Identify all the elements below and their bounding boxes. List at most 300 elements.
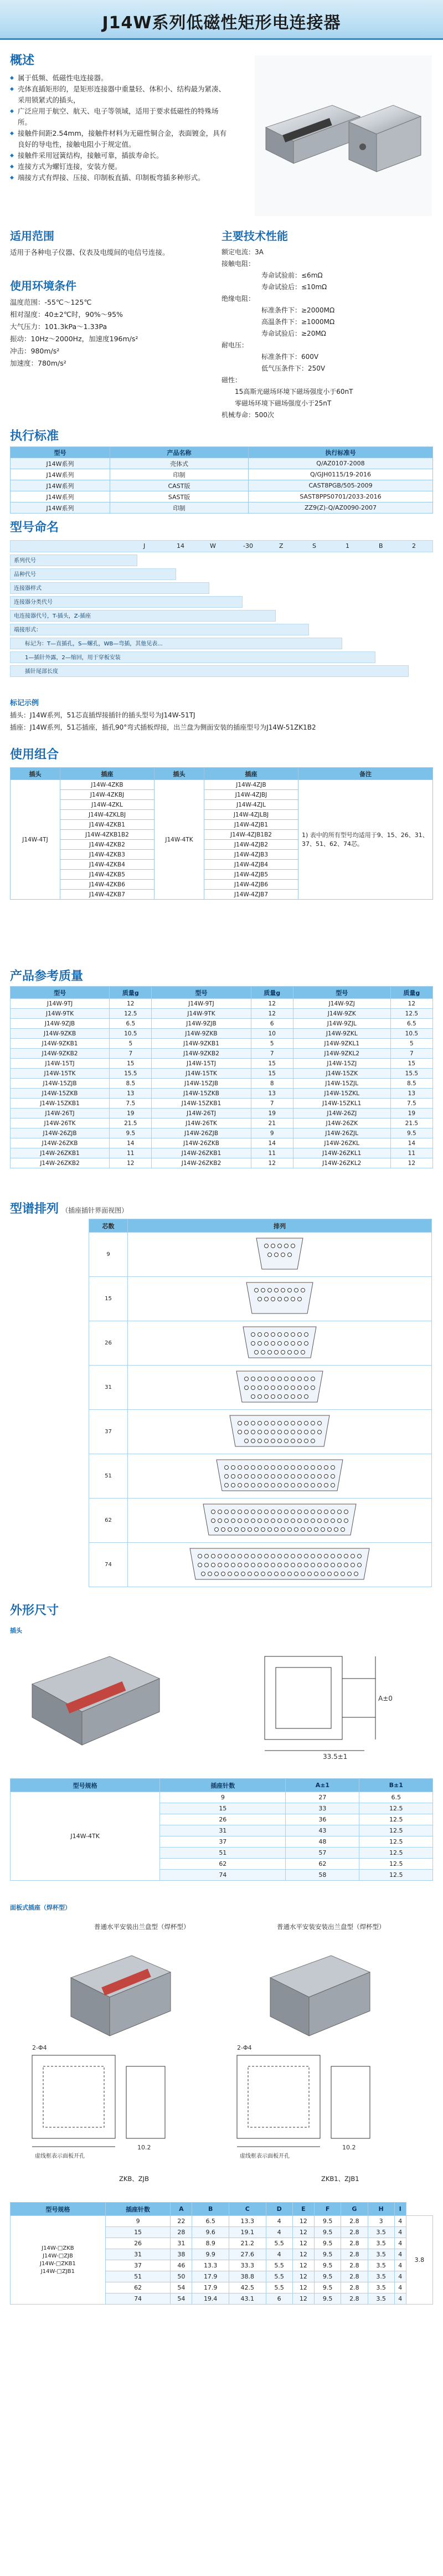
table-cell: J14W-26ZKL2 [293,1158,390,1168]
pin-mark [331,1519,335,1523]
pin-mark [351,1563,355,1567]
table-cell: 4 [266,2249,292,2260]
table-cell: 7 [390,1049,432,1059]
pin-mark [251,1554,255,1558]
table-cell: 12 [292,2249,314,2260]
pin-mark [251,1439,255,1443]
pin-mark [265,1333,269,1337]
pin-mark [231,1554,235,1558]
table-cell: 13 [110,1089,152,1099]
pin-mark [245,1510,249,1514]
table-cell: 13.3 [229,2216,266,2227]
table-cell: 1) 表中的所有型号均适用于9、15、26、31、37、51、62、74芯。 [298,780,433,900]
table-cell: J14W-4ZKB6 [60,880,154,890]
tech-line: 低气压条件下：250V [222,365,326,372]
pin-mark [255,1289,259,1292]
pin-mark [268,1528,272,1532]
table-cell: 48 [286,1836,359,1848]
table-cell: 4 [266,2227,292,2238]
table-cell: 4 [394,2249,406,2260]
naming-row: 系列代号 [10,555,137,566]
table-cell: 57 [286,1848,359,1859]
table-cell: 21 [251,1118,293,1128]
table-cell: 19.1 [229,2227,266,2238]
pin-mark [331,1554,335,1558]
pin-mark [344,1554,348,1558]
table-cell: 6.5 [110,1019,152,1029]
pin-mark [318,1554,322,1558]
pin-mark [358,1554,362,1558]
pin-mark [268,1289,272,1292]
table-cell: 2.8 [341,2238,368,2249]
pin-mark [255,1572,259,1576]
table-cell: 58 [286,1870,359,1881]
pinmap-title: 型谱排列 [10,1202,59,1216]
pin-mark [291,1430,295,1434]
table-row [89,1499,432,1543]
table-cell: J14W-4ZJB1 [204,820,298,830]
naming-row: 品种代号 [10,568,176,580]
table-cell: 5 [110,1039,152,1049]
pin-mark [241,1572,245,1576]
params-title: 产品参考质量 [10,969,84,983]
table-cell: J14W-15ZJB [152,1079,251,1089]
table-cell: 6.5 [192,2216,229,2227]
table-header-cell: 型号规格 [11,1779,160,1792]
table-cell: 2.8 [341,2249,368,2260]
example-line: 插座：J14W系列，51芯插座，插孔90°弯式插板焊接，出兰盘为侧面安装的插座型号为J14W-51ZK1B2 [10,723,316,731]
pin-mark [308,1572,312,1576]
pin-mark [251,1430,255,1434]
pin-mark [305,1475,308,1479]
table-cell: J14W-4ZKB1B2 [60,830,154,840]
pin-mark [258,1297,262,1301]
pin-mark [285,1466,289,1470]
code-part: W [210,542,216,550]
pin-mark [258,1342,262,1346]
pinmap-heading [10,1199,128,1217]
table-header-cell: 型号规格 [11,2203,106,2216]
pin-mark [278,1244,282,1248]
pin-mark [275,1289,279,1292]
table-header-cell: H [368,2203,394,2216]
pin-mark [288,1289,292,1292]
table-cell: 54 [171,2282,192,2293]
table-cell: 4 [394,2282,406,2293]
table-cell: J14W-26ZJ [293,1109,390,1118]
naming-row: 插针尾部长度 [10,665,409,677]
pin-mark [295,1289,298,1292]
table-cell: 51 [89,1454,128,1499]
table-cell: 31 [89,1366,128,1410]
pin-mark [285,1475,289,1479]
pin-mark [271,1342,275,1346]
pin-mark [215,1572,219,1576]
pin-mark [318,1422,322,1425]
pin-mark [305,1333,308,1337]
pin-mark [275,1351,279,1354]
table-cell: 3.5 [368,2238,394,2249]
table-cell: 11 [390,1148,432,1158]
pin-mark [278,1422,282,1425]
pin-mark [291,1244,295,1248]
table-cell: J14W-4ZJL [204,800,298,810]
pin-mark [288,1351,292,1354]
table-cell: 壳体式 [110,458,249,469]
pin-mark [298,1377,302,1381]
pin-mark [278,1563,282,1567]
table-cell: J14W-26ZJL [293,1128,390,1138]
overview-section [10,51,231,183]
pin-mark [285,1484,289,1487]
pin-mark [338,1519,342,1523]
pin-mark [275,1528,279,1532]
table-header-cell: E [292,2203,314,2216]
pin-mark [311,1422,315,1425]
code-part: 1 [346,542,349,550]
table-cell: J14W-4ZKB4 [60,860,154,870]
pin-mark [231,1475,235,1479]
table-cell: 12.5 [359,1859,433,1870]
table-cell: 17.9 [192,2282,229,2293]
pin-mark [231,1563,235,1567]
table-cell: 43 [286,1825,359,1836]
table-cell: 5.5 [266,2238,292,2249]
table-cell: J14W-4ZJB4 [204,860,298,870]
overview-item: ◆ 连接方式为螺钉连接，安装方便。 [10,161,231,172]
table-cell: 26 [105,2238,170,2249]
table-cell: 12.5 [359,1836,433,1848]
pin-mark [245,1554,249,1558]
table-cell: 12 [110,1158,152,1168]
pin-mark [278,1466,282,1470]
pin-mark [285,1563,289,1567]
table-cell: J14W-9ZJ [293,999,390,1009]
pin-mark [258,1377,262,1381]
pin-mark [258,1484,262,1487]
table-cell: J14W-9TJ [152,999,251,1009]
pin-mark [218,1519,222,1523]
pin-mark [251,1563,255,1567]
table-cell: 13 [251,1089,293,1099]
table-cell: J14W-26ZK [293,1118,390,1128]
table-cell: 13.3 [192,2260,229,2271]
table-cell: 3.5 [368,2249,394,2260]
pin-mark [281,1572,285,1576]
pin-mark [318,1430,322,1434]
table-cell: J14W-26ZKB1 [11,1148,110,1158]
pin-mark [291,1554,295,1558]
pin-mark [338,1510,342,1514]
table-cell: 9.5 [314,2282,341,2293]
pin-mark [278,1342,282,1346]
pin-mark [278,1484,282,1487]
pin-mark [225,1466,229,1470]
table-cell: 19.4 [192,2293,229,2305]
table-cell: 21.5 [390,1118,432,1128]
table-row [11,1148,433,1158]
table-cell: 74 [105,2293,170,2305]
pin-mark [295,1572,298,1576]
table-cell: 6.5 [359,1792,433,1803]
tech-line: 寿命试验后：≥20MΩ [222,330,326,337]
pin-mark [255,1351,259,1354]
pin-layout-diagram [136,1278,424,1318]
pin-mark [235,1572,239,1576]
table-cell [128,1499,432,1543]
table-cell: 9 [105,2216,170,2227]
pin-mark [324,1510,328,1514]
socket-dims-table [10,2202,433,2305]
overview-item: ◆ 属于低频、低磁性电连接器。 [10,73,231,84]
table-header-cell: 质量g [110,987,152,999]
table-row [11,1109,433,1118]
table-cell: 3 [368,2216,394,2227]
pin-mark [258,1439,262,1443]
example-title: 标记示例 [10,699,39,707]
table-cell: 2.8 [341,2293,368,2305]
table-cell: 26 [89,1321,128,1366]
code-part: -30 [243,542,253,550]
pin-mark [311,1554,315,1558]
pin-mark [285,1333,289,1337]
env-section [10,277,209,370]
pin-mark [311,1386,315,1390]
overview-item: ◆ 接触件间距2.54mm，接触件材料为无磁性铜合金，表面镀金，具有良好的导电性，接触电阻小于规定值。 [10,128,231,150]
pin-mark [278,1475,282,1479]
table-cell: J14W-15ZKL [293,1089,390,1099]
pin-mark [258,1386,262,1390]
table-cell: 42.5 [229,2282,266,2293]
pin-mark [212,1510,215,1514]
pin-mark [311,1475,315,1479]
overview-item: ◆ 壳体直插矩形的，是矩形连接器中重量轻、体积小、结构最为紧凑、采用锁紧式的插头， [10,84,231,106]
env-line: 相对湿度：40±2℃时，90%～95% [10,310,123,319]
table-cell: 12 [390,1158,432,1168]
pin-mark [341,1528,345,1532]
model-line: J14W-□ZJB [42,2252,73,2259]
pin-mark [258,1563,262,1567]
table-cell: 9.5 [314,2260,341,2271]
pin-mark [261,1351,265,1354]
table-cell: 62 [89,1499,128,1543]
pin-mark [258,1475,262,1479]
table-cell: 5.5 [266,2282,292,2293]
pin-mark [268,1351,272,1354]
table-row [11,502,433,514]
table-header-cell: 型号 [11,987,110,999]
table-cell: J14W-9ZJB [152,1019,251,1029]
socket-caption-right: 普通水平安装安装出兰盘型（焊杯型） [277,1923,385,1931]
pin-mark [278,1395,282,1399]
pin-mark [261,1572,265,1576]
pin-mark [315,1572,318,1576]
pin-mark [285,1430,289,1434]
pin-mark [251,1333,255,1337]
tech-line: 机械寿命：500次 [222,411,274,419]
pin-mark [271,1244,275,1248]
table-cell: 4 [394,2293,406,2305]
pin-mark [291,1386,295,1390]
pin-mark [198,1563,202,1567]
table-cell: J14W-4ZJB3 [204,850,298,860]
pin-mark [278,1297,282,1301]
code-part: Z [279,542,284,550]
table-cell: J14W-4TK [154,780,204,900]
table-cell: J14W-4ZKB2 [60,840,154,850]
table-cell: 13 [390,1089,432,1099]
table-cell: 4 [394,2227,406,2238]
pin-mark [344,1510,348,1514]
pin-mark [245,1439,249,1443]
pin-mark [208,1572,212,1576]
pin-mark [222,1528,225,1532]
pin-mark [305,1510,308,1514]
standard-title: 执行标准 [10,429,59,443]
pin-mark [305,1554,308,1558]
model-naming-title: 型号命名 [10,521,59,535]
pin-mark [285,1510,289,1514]
table-cell: J14W-26ZKB1 [152,1148,251,1158]
pin-mark [324,1519,328,1523]
table-cell: 74 [89,1543,128,1587]
pin-mark [245,1466,249,1470]
pin-mark [354,1572,358,1576]
tech-line: 接触电阻： [222,260,255,268]
model-line: J14W-□ZKB [42,2245,74,2251]
table-cell: 9.5 [314,2238,341,2249]
pin-mark [218,1510,222,1514]
pin-mark [265,1563,269,1567]
pin-mark [305,1519,308,1523]
table-cell: 2.8 [341,2260,368,2271]
pin-mark [278,1510,282,1514]
table-header-cell: 型号 [11,447,110,458]
pin-mark [265,1386,269,1390]
example-line: 插头：J14W系列，51芯直插焊接插针的插头型号为J14W-51TJ [10,711,195,719]
table-cell: 74 [160,1870,286,1881]
table-cell: 12 [292,2227,314,2238]
table-cell: 28 [171,2227,192,2238]
table-cell: 12.5 [390,1009,432,1019]
table-cell: 43.1 [229,2293,266,2305]
pin-mark [258,1466,262,1470]
pin-mark [271,1386,275,1390]
table-header-cell: F [314,2203,341,2216]
pin-mark [265,1377,269,1381]
pin-mark [225,1510,229,1514]
pin-mark [278,1333,282,1337]
table-cell: 9.6 [192,2227,229,2238]
table-header-cell: 型号 [152,987,251,999]
pin-mark [285,1395,289,1399]
table-cell: 4 [266,2216,292,2227]
table-cell: 2.8 [341,2216,368,2227]
table-cell: 4 [394,2238,406,2249]
pin-mark [271,1422,275,1425]
plug-side-label: A±0 [378,1695,393,1702]
pin-mark [285,1519,289,1523]
table-header-cell: 排列 [128,1219,432,1233]
table-cell: 12 [251,1009,293,1019]
pin-mark [298,1563,302,1567]
pin-mark [295,1528,298,1532]
pin-mark [344,1519,348,1523]
pin-mark [324,1484,328,1487]
table-row [11,1138,433,1148]
table-row [89,1454,432,1499]
pin-mark [265,1475,269,1479]
pin-mark [281,1289,285,1292]
table-cell: 5 [390,1039,432,1049]
pin-mark [245,1422,249,1425]
pin-layout-diagram [136,1455,424,1495]
pin-mark [291,1333,295,1337]
pin-mark [288,1253,292,1257]
tech-line: 磁性： [222,376,242,384]
table-cell: J14W-15ZKB1 [152,1099,251,1109]
table-cell: J14W-15ZJ [293,1059,390,1069]
tech-line: 绝缘电阻： [222,295,255,302]
pin-mark [341,1572,345,1576]
pin-mark [238,1510,242,1514]
pin-mark [245,1377,249,1381]
table-cell [128,1543,432,1587]
table-cell: J14W-9TJ [11,999,110,1009]
pin-mark [265,1484,269,1487]
dim-label-a: 2-Φ4 [237,2044,252,2051]
pin-mark [258,1333,262,1337]
table-cell: 36 [286,1814,359,1825]
table-cell: 9.9 [192,2249,229,2260]
table-cell: J14W-15TK [152,1069,251,1079]
pin-mark [251,1377,255,1381]
table-cell: J14W-15ZKB [11,1089,110,1099]
pin-mark [311,1484,315,1487]
table-cell: 15.5 [390,1069,432,1079]
pin-mark [285,1554,289,1558]
pin-mark [271,1475,275,1479]
pin-mark [291,1377,295,1381]
table-cell: 19 [110,1109,152,1118]
pin-mark [251,1475,255,1479]
pin-mark [225,1519,229,1523]
pin-mark [198,1554,202,1558]
pin-mark [245,1484,249,1487]
pin-mark [271,1333,275,1337]
table-cell: J14W-15ZKL1 [293,1099,390,1109]
pin-mark [265,1342,269,1346]
table-cell: 62 [160,1859,286,1870]
table-cell: 8 [251,1079,293,1089]
pin-mark [238,1554,242,1558]
table-cell: J14W系列 [11,491,110,502]
socket-note-right: 虚线框表示面板开孔 [240,2153,290,2159]
pin-mark [265,1422,269,1425]
usage-text: 适用于各种电子仪器、仪表及电缆间的电信号连接。 [10,248,169,256]
table-row [11,1792,433,1803]
table-row [11,1019,433,1029]
table-cell: 9 [160,1792,286,1803]
table-cell: J14W-26ZKB2 [11,1158,110,1168]
code-part: S [312,542,316,550]
pinmap-table [89,1219,432,1587]
pin-mark [268,1572,272,1576]
pin-mark [222,1572,225,1576]
table-cell: 21.2 [229,2238,266,2249]
pin-mark [265,1244,269,1248]
pin-mark [238,1466,242,1470]
